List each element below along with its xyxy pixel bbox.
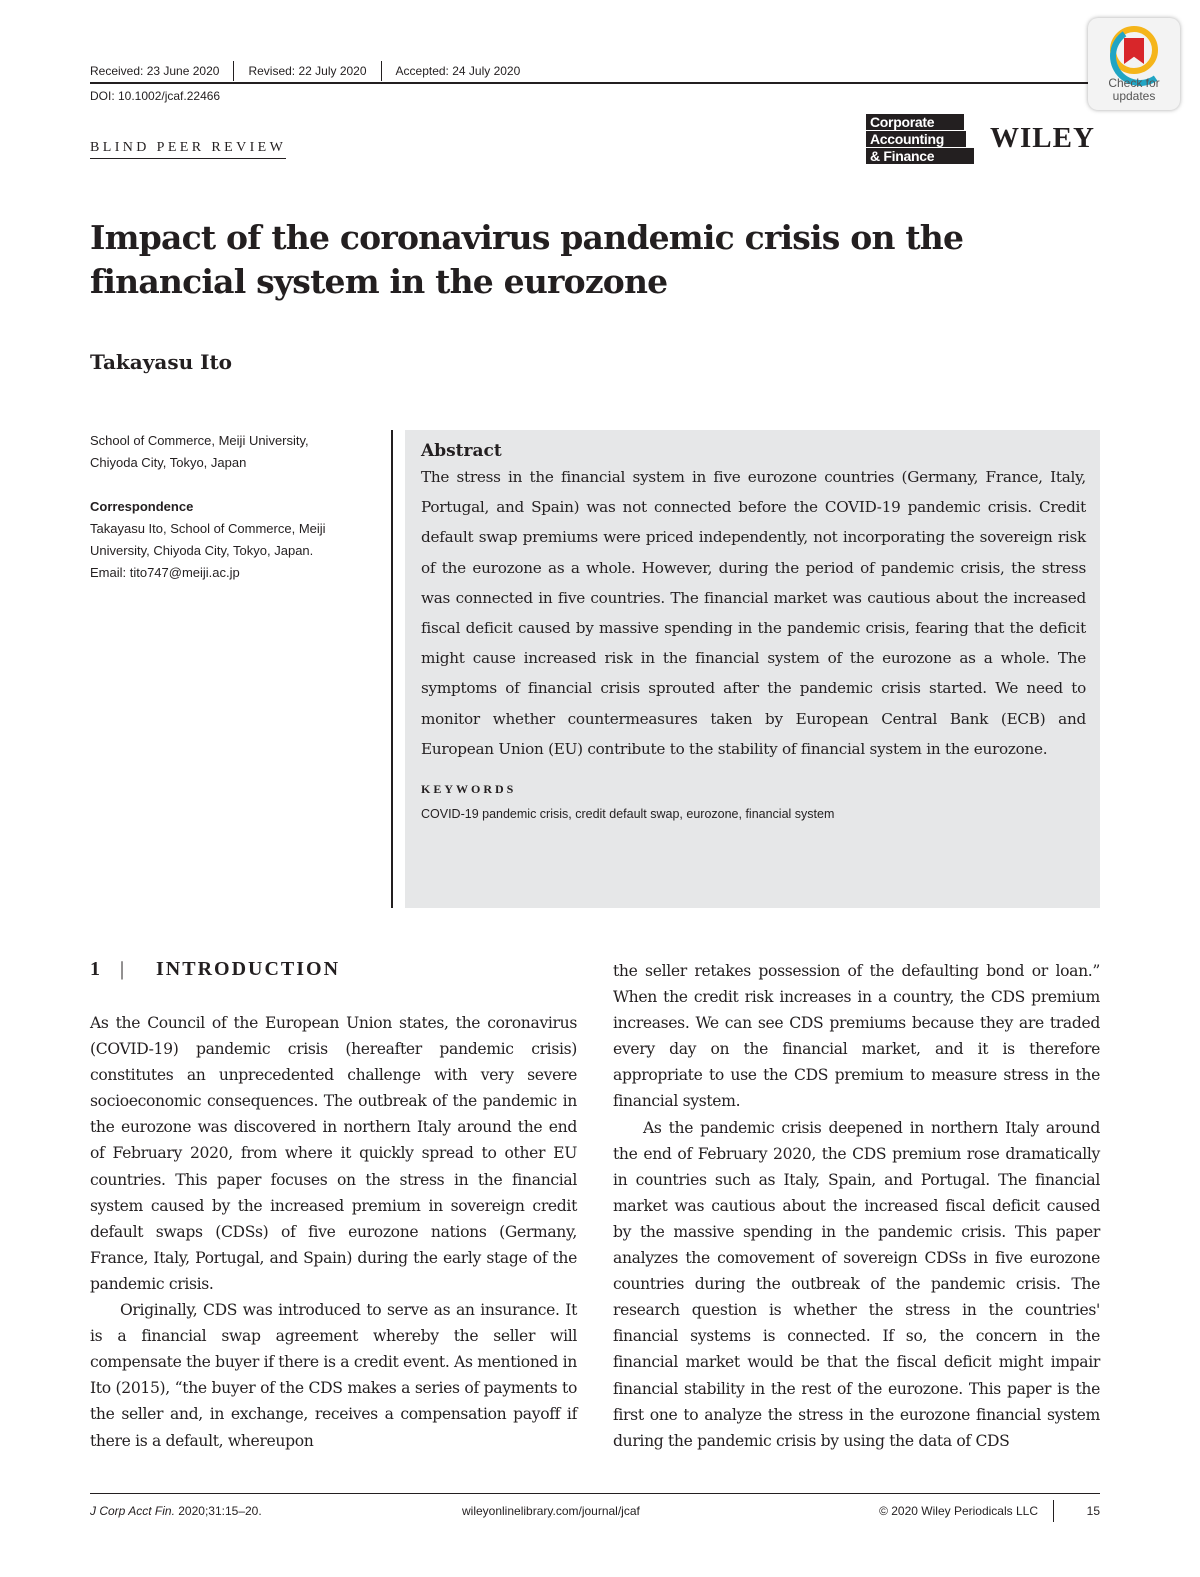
section-number: 1 [90,958,102,980]
doi[interactable]: DOI: 10.1002/jcaf.22466 [90,89,221,103]
affiliation-block [90,430,375,584]
body-paragraph: Originally, CDS was introduced to serve as an insurance. It is a financial swap agreement whereby the seller will compensate the buyer if there is a credit event. As mentioned in Ito (2015), “the buyer of the CDS makes a series of payments to the seller and, in exchange, receives a compensation payoff if there is a default, whereupon [90,1301,577,1450]
page-footer [90,1500,1100,1522]
correspondence-line: University, Chiyoda City, Tokyo, Japan. [90,543,314,558]
abstract-box [405,430,1100,908]
abstract-text: The stress in the financial system in five eurozone countries (Germany, France, Italy, Portugal, and Spain) was not connected before the COVID-19 pandemic crisis. Credit default swap premiums were priced independently, not incorporating the sovereign risk of the eurozone as a whole. However, during the period of pandemic crisis, the stress was connected in five countries. The financial market was cautious about the increased fiscal deficit caused by massive spending in the pandemic crisis, fearing that the deficit might cause increased risk in the financial system of the eurozone as a whole. The symptoms of financial crisis sprouted after the pandemic crisis started. We need to monitor whether countermeasures taken by European Central Bank (ECB) and European Union (EU) contribute to the stability of financial system in the eurozone. [421,468,1086,758]
body-paragraph: the seller retakes possession of the defaulting bond or loan.” When the credit risk increases in a country, the CDS premium increases. We can see CDS premiums because they are traded every day on the financial market, and it is therefore appropriate to use the CDS premium to measure stress in the financial system. [613,962,1100,1111]
footer-citation [90,1504,262,1518]
journal-logo [866,114,974,165]
correspondence-line: Takayasu Ito, School of Commerce, Meiji [90,521,326,536]
abstract-heading: Abstract [421,441,502,461]
section-type-label: BLIND PEER REVIEW [90,140,286,159]
author-name: Takayasu Ito [90,350,233,374]
page-number: 15 [1086,1504,1100,1518]
correspondence-heading: Correspondence [90,499,194,514]
body-paragraph: As the pandemic crisis deepened in northern Italy around the end of February 2020, the CDS premium rose dramatically in countries such as Italy, Spain, and Portugal. The financial market was cautious about the increased fiscal deficit caused by the massive spending in the pandemic crisis. This paper analyzes the comovement of sovereign CDSs in five eurozone countries during the outbreak of the pandemic crisis. The research question is whether the stress in the countries' financial systems is connected. If so, the concern in the financial market would be that the fiscal deficit might impair financial stability in the rest of the eurozone. This paper is the first one to analyze the stress in the eurozone financial system during the pandemic crisis by using the data of CDS [613,1118,1100,1450]
footer-copyright: © 2020 Wiley Periodicals LLC [879,1504,1038,1518]
body-column-left [90,1010,577,1454]
revised-date: Revised: 22 July 2020 [233,61,380,81]
journal-logo-line: Corporate [866,114,964,130]
check-for-updates-button[interactable] [1088,18,1180,110]
keywords-text: COVID-19 pandemic crisis, credit default swap, eurozone, financial system [421,807,835,822]
footer-volume: 2020;31:15–20. [174,1504,262,1518]
journal-logo-line: & Finance [866,148,974,164]
section-title: INTRODUCTION [156,958,341,980]
check-updates-label: Check for updates [1108,76,1160,103]
keywords-heading: KEYWORDS [421,782,517,797]
footer-separator [1053,1500,1054,1522]
footer-rule [90,1493,1100,1494]
article-dates [90,60,534,82]
journal-logo-line: Accounting [866,131,966,147]
section-separator: | [120,958,127,980]
abstract-bar [391,430,393,908]
section-heading [90,958,340,981]
footer-url[interactable]: wileyonlinelibrary.com/journal/jcaf [462,1504,640,1518]
affiliation-line: Chiyoda City, Tokyo, Japan [90,455,247,470]
header-rule [90,82,1100,84]
accepted-date: Accepted: 24 July 2020 [381,61,535,81]
body-paragraph: As the Council of the European Union states, the coronavirus (COVID-19) pandemic crisis (hereafter pandemic crisis) constitutes an unprecedented challenge with very severe socioeconomic consequences. The outbreak of the pandemic in the eurozone was discovered in northern Italy around the end of February 2020, from where it quickly spread to other EU countries. This paper focuses on the stress in the financial system caused by the increased premium in sovereign credit default swaps (CDSs) of five eurozone nations (Germany, France, Italy, Portugal, and Spain) during the early stage of the pandemic crisis. [90,1014,577,1293]
body-column-right [613,958,1100,1454]
affiliation-line: School of Commerce, Meiji University, [90,433,309,448]
received-date: Received: 23 June 2020 [90,64,220,78]
article-title: Impact of the coronavirus pandemic crisis on the financial system in the eurozone [90,218,964,301]
publisher-logo: WILEY [990,122,1095,154]
correspondence-email[interactable]: Email: tito747@meiji.ac.jp [90,565,240,580]
footer-journal: J Corp Acct Fin. [90,1504,175,1518]
